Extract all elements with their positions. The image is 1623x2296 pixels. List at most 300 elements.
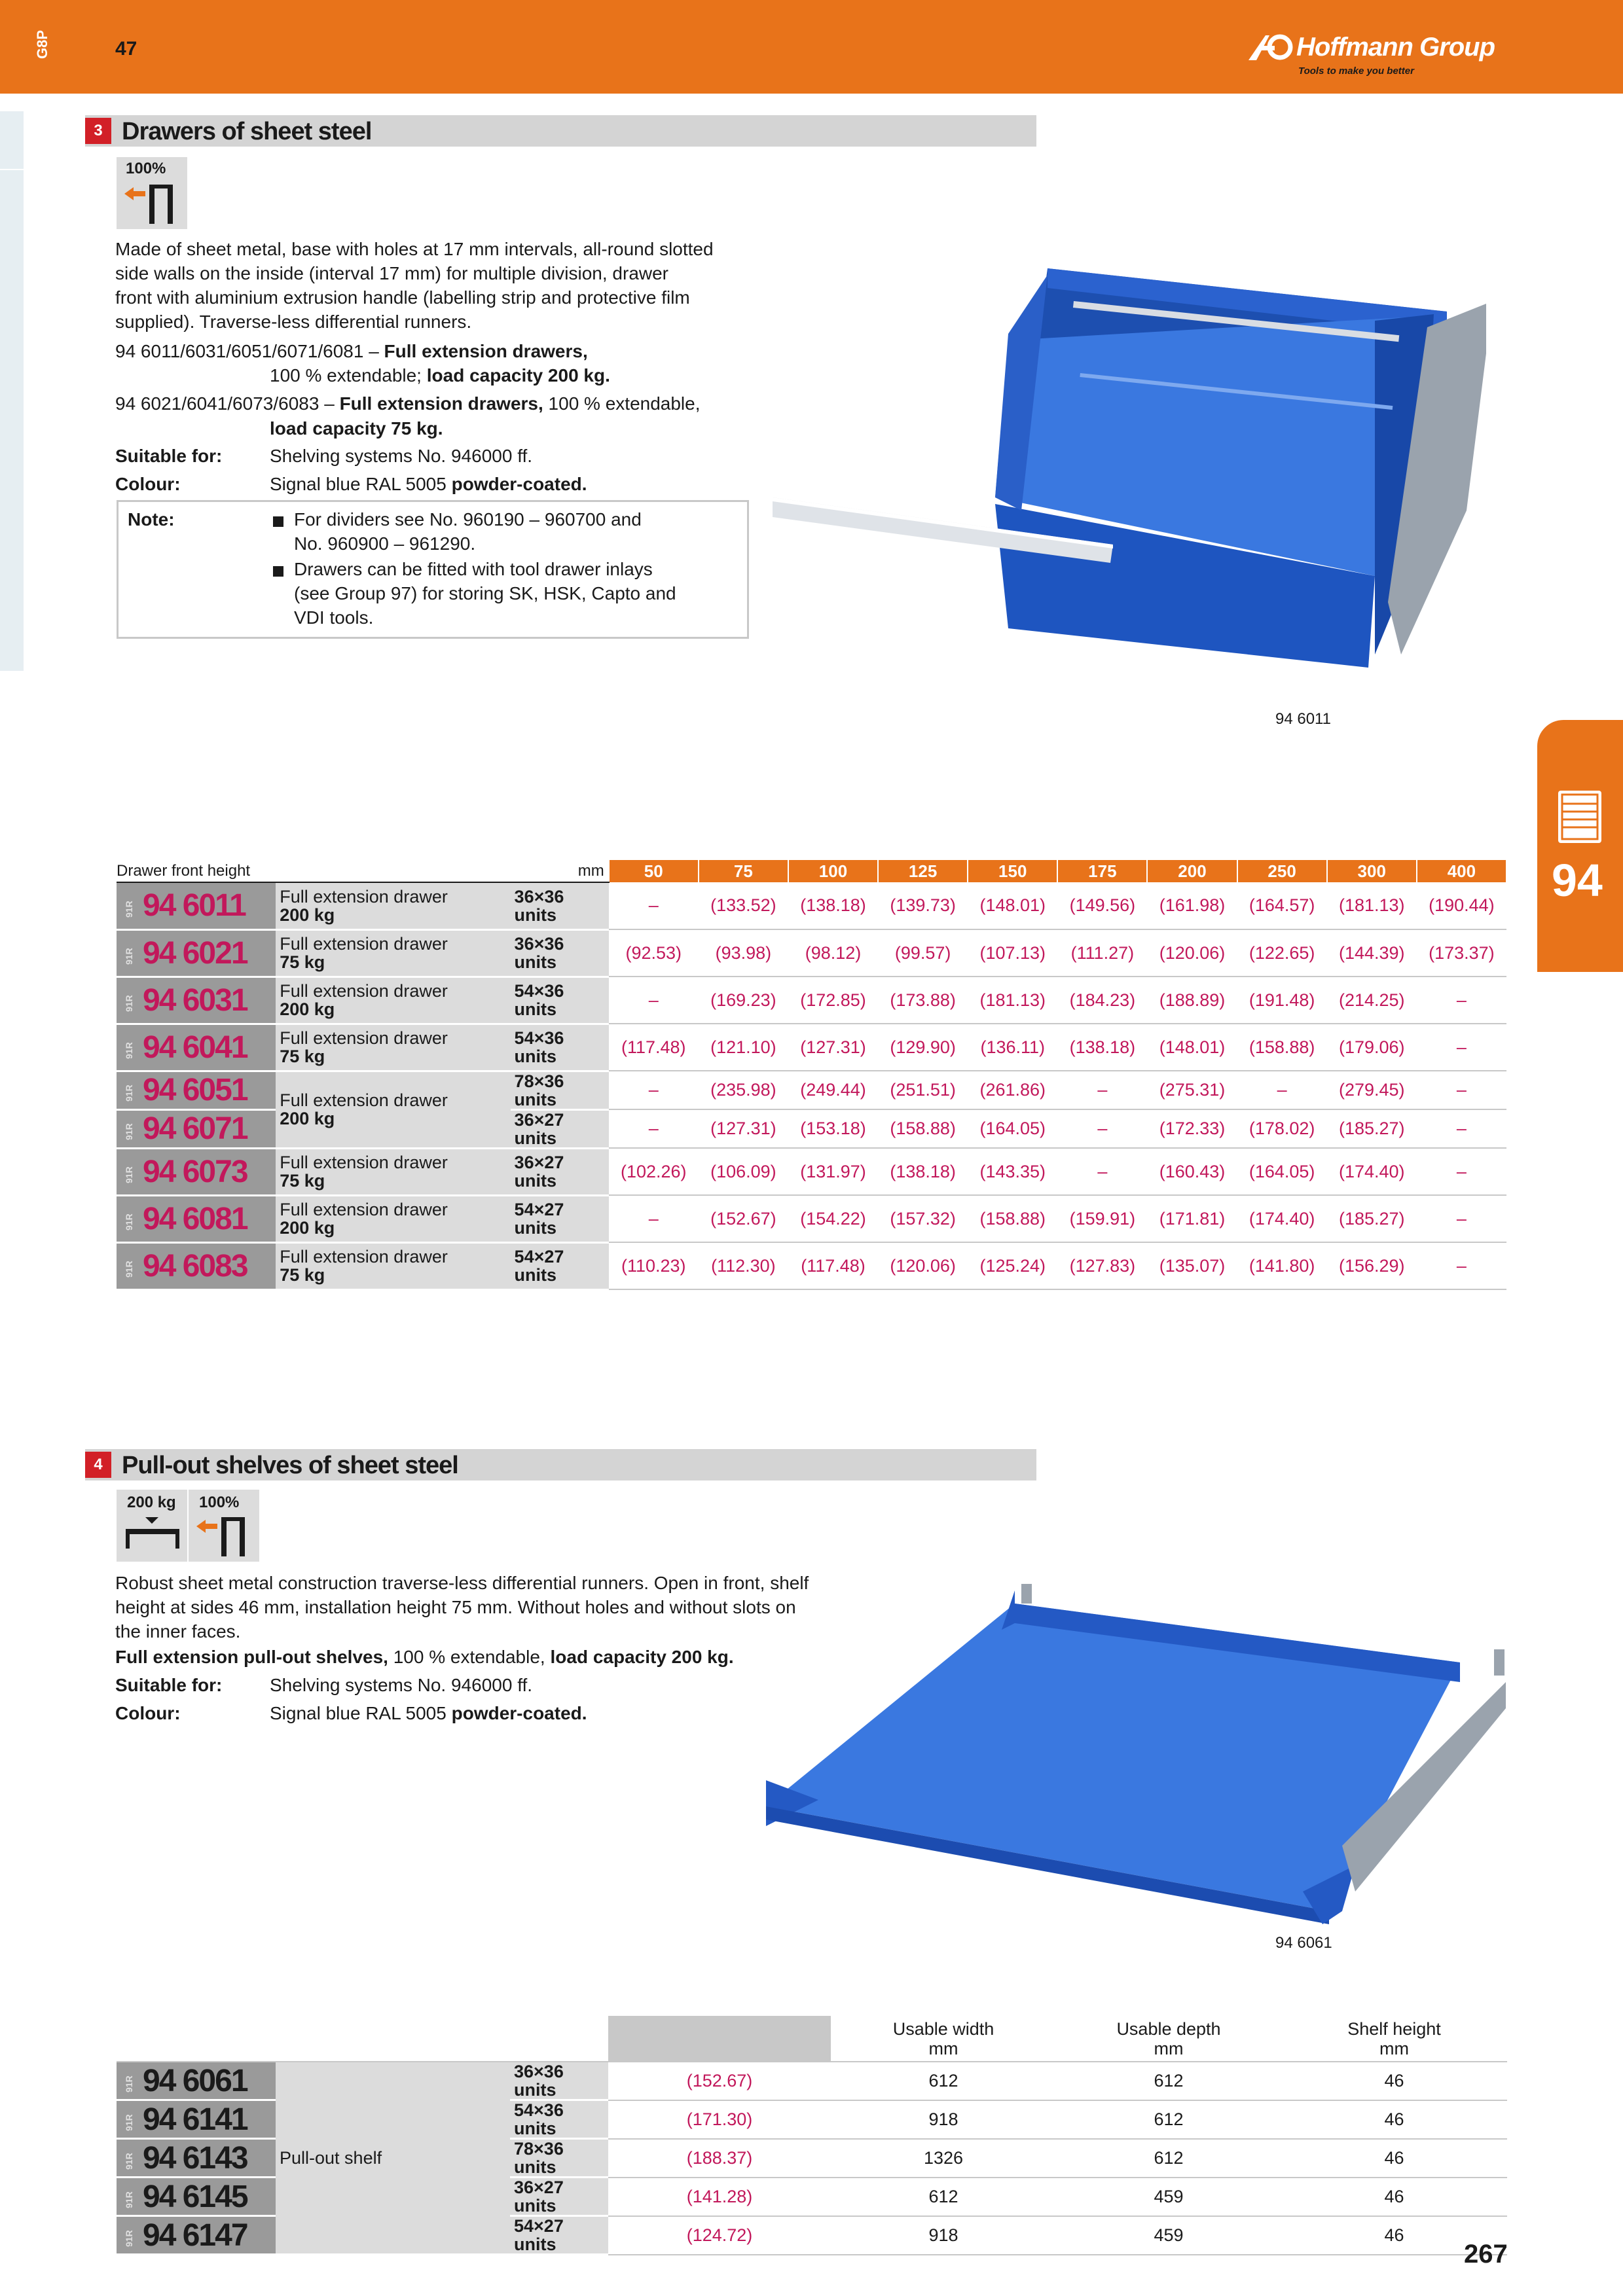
article-number: 94 6073 <box>143 1154 247 1189</box>
price-cell: (185.27) <box>1327 1109 1417 1148</box>
spec-1 <box>115 339 770 363</box>
price-cell: (261.86) <box>968 1071 1057 1109</box>
spec-2-codes: 94 6021/6041/6073/6083 – <box>115 393 335 414</box>
depth-header-label: Usable depth <box>1116 2018 1221 2039</box>
price-cell: (135.07) <box>1147 1242 1237 1289</box>
description-cell <box>276 929 510 977</box>
price-cell: (249.44) <box>788 1071 878 1109</box>
shelf-price-table <box>117 2016 1507 2255</box>
capacity: 200 kg <box>280 1218 335 1238</box>
hoffmann-logo-icon <box>1247 31 1293 63</box>
capacity: 75 kg <box>280 1047 325 1066</box>
price-cell: (159.91) <box>1057 1195 1147 1242</box>
spec-2-line-2 <box>270 416 793 440</box>
price-cell: (154.22) <box>788 1195 878 1242</box>
note-2 <box>294 557 746 630</box>
height-col: 100 <box>788 860 878 882</box>
price-cell: (235.98) <box>699 1071 788 1109</box>
width-cell: 918 <box>831 2100 1056 2139</box>
description-cell <box>276 1195 510 1242</box>
price-cell: (174.40) <box>1237 1195 1327 1242</box>
description: Pull-out shelf <box>280 2148 382 2168</box>
article-number-cell <box>117 1195 276 1242</box>
price-cell: – <box>609 977 699 1024</box>
height-col: 250 <box>1237 860 1327 882</box>
height-col: 175 <box>1057 860 1147 882</box>
price-cell: (138.18) <box>878 1148 968 1195</box>
note-1 <box>294 507 746 556</box>
group-code: 91R <box>124 1085 134 1102</box>
image-caption-shelf: 94 6061 <box>1275 1934 1332 1952</box>
price-cell: – <box>609 1195 699 1242</box>
price-cell: (125.24) <box>968 1242 1057 1289</box>
price-cell: – <box>609 1071 699 1109</box>
price-cell: (153.18) <box>788 1109 878 1148</box>
price-cell: (144.39) <box>1327 929 1417 977</box>
units-cell: 54×27 units <box>510 2216 608 2255</box>
colour-label-text: Colour: <box>115 1703 181 1723</box>
description-cell <box>276 1024 510 1071</box>
suitable-label <box>115 1673 222 1697</box>
units-cell: 36×36 units <box>511 882 609 929</box>
section-3-description <box>115 237 770 334</box>
width-cell: 612 <box>831 2062 1056 2100</box>
header-spacer <box>117 2016 608 2062</box>
price-cell: (251.51) <box>878 1071 968 1109</box>
spec-2-bold: Full extension drawers, <box>339 393 543 414</box>
article-number-cell <box>117 2216 276 2255</box>
price-cell: (131.97) <box>788 1148 878 1195</box>
price-cell: (148.01) <box>1147 1024 1237 1071</box>
units-cell: 36×36 units <box>511 929 609 977</box>
section-4-heading <box>85 1449 1036 1480</box>
table-row <box>117 1195 1506 1242</box>
extension-percent-label: 100% <box>199 1494 240 1511</box>
group-code: 91R <box>124 1042 134 1059</box>
units-cell: 36×27 units <box>510 2178 608 2216</box>
units-cell: 36×27 units <box>511 1109 609 1148</box>
table-header-row <box>117 860 1506 882</box>
width-cell: 918 <box>831 2216 1056 2255</box>
group-code: 91R <box>124 2230 134 2247</box>
capacity: 200 kg <box>280 1109 335 1128</box>
brand-name: Hoffmann Group <box>1296 33 1495 62</box>
article-number: 94 6147 <box>143 2217 247 2253</box>
spec-1-load: load capacity 200 kg. <box>426 365 610 386</box>
article-number-cell <box>117 2062 276 2100</box>
price-cell: (143.35) <box>968 1148 1057 1195</box>
shelf-table-body <box>117 2062 1507 2255</box>
load-label: 200 kg <box>127 1494 176 1511</box>
shelf-extension-icon <box>194 1513 253 1558</box>
colour-finish: powder-coated. <box>451 474 587 494</box>
depth-cell: 612 <box>1056 2139 1281 2178</box>
article-number: 94 6083 <box>143 1248 247 1283</box>
left-strip <box>0 111 24 671</box>
price-cell: (120.06) <box>1147 929 1237 977</box>
cabinet-icon <box>1558 791 1601 843</box>
bullet-icon <box>273 566 283 577</box>
colour-label-text: Colour: <box>115 474 181 494</box>
brand-logo <box>1247 29 1509 81</box>
note-line: VDI tools. <box>294 607 374 628</box>
spec-1-extend: 100 % extendable; <box>270 365 422 386</box>
chapter-tab <box>1537 720 1623 972</box>
price-cell: (139.73) <box>878 882 968 929</box>
table-row <box>117 929 1506 977</box>
price-cell: – <box>1417 1148 1506 1195</box>
article-number-cell <box>117 1024 276 1071</box>
group-code: 91R <box>124 2075 134 2092</box>
price-cell: (152.67) <box>699 1195 788 1242</box>
capacity: 75 kg <box>280 1171 325 1191</box>
table-row <box>117 882 1506 929</box>
group-code: 91R <box>124 995 134 1012</box>
price-header <box>608 2016 831 2062</box>
article-number-cell <box>117 929 276 977</box>
desc-line: Made of sheet metal, base with holes at 17 mm intervals, all-round slotted <box>115 239 714 259</box>
price-cell: (169.23) <box>699 977 788 1024</box>
price-cell: – <box>609 882 699 929</box>
top-bar <box>0 0 1623 94</box>
height-unit: mm <box>1379 2038 1409 2058</box>
height-cell: 46 <box>1281 2139 1507 2178</box>
price-cell: (188.89) <box>1147 977 1237 1024</box>
price-cell: (184.23) <box>1057 977 1147 1024</box>
description-cell <box>276 1148 510 1195</box>
drawer-product-image <box>773 262 1486 681</box>
description-cell <box>276 1242 510 1289</box>
price-cell: (158.88) <box>878 1109 968 1148</box>
article-number-cell <box>117 1071 276 1109</box>
units-cell: 54×36 units <box>511 1024 609 1071</box>
price-cell: (136.11) <box>968 1024 1057 1071</box>
load-capacity-icon-box <box>117 1490 187 1562</box>
height-col: 300 <box>1327 860 1417 882</box>
height-col: 200 <box>1147 860 1237 882</box>
height-header <box>1281 2016 1507 2062</box>
article-number: 94 6061 <box>143 2063 247 2098</box>
height-col: 50 <box>609 860 699 882</box>
width-header <box>831 2016 1056 2062</box>
depth-header <box>1056 2016 1281 2062</box>
suitable-value: Shelving systems No. 946000 ff. <box>270 1675 533 1695</box>
note-label <box>128 507 175 531</box>
desc-line: side walls on the inside (interval 17 mm) for multiple division, drawer <box>115 263 669 283</box>
group-code: 91R <box>124 1213 134 1230</box>
price-cell: (120.06) <box>878 1242 968 1289</box>
units-cell: 36×27 units <box>511 1148 609 1195</box>
desc-line: supplied). Traverse-less differential runners. <box>115 312 472 332</box>
page-top-number: 47 <box>115 38 137 60</box>
spec-1-line-2 <box>270 363 793 387</box>
article-number: 94 6145 <box>143 2179 247 2214</box>
price-cell: – <box>1237 1071 1327 1109</box>
section-number: 4 <box>85 1452 111 1478</box>
table-row <box>117 977 1506 1024</box>
price-cell: (138.18) <box>1057 1024 1147 1071</box>
spec-2-rest: 100 % extendable, <box>548 393 701 414</box>
price-cell: (129.90) <box>878 1024 968 1071</box>
group-code: 91R <box>124 1261 134 1278</box>
suitable-label-text: Suitable for: <box>115 1675 223 1695</box>
price-cell: (124.72) <box>608 2216 831 2255</box>
group-code: 91R <box>124 948 134 965</box>
height-col: 125 <box>878 860 968 882</box>
description: Full extension drawer <box>280 1247 448 1266</box>
table-row <box>117 1024 1506 1071</box>
height-cell: 46 <box>1281 2216 1507 2255</box>
price-cell: – <box>1417 1195 1506 1242</box>
desc-line: Robust sheet metal construction traverse-less differential runners. Open in front, shelf <box>115 1573 809 1593</box>
group-code: 91R <box>124 900 134 918</box>
article-number-cell <box>117 1109 276 1148</box>
group-code: 91R <box>124 2191 134 2208</box>
desc-line: the inner faces. <box>115 1621 241 1641</box>
depth-cell: 459 <box>1056 2216 1281 2255</box>
unit-label: mm <box>511 860 609 882</box>
width-cell: 1326 <box>831 2139 1056 2178</box>
article-number-cell <box>117 882 276 929</box>
price-cell: (185.27) <box>1327 1195 1417 1242</box>
suitable-label <box>115 444 222 468</box>
price-cell: (178.02) <box>1237 1109 1327 1148</box>
colour-value <box>270 472 587 496</box>
price-cell: (98.12) <box>788 929 878 977</box>
section-title: Pull-out shelves of sheet steel <box>122 1452 458 1479</box>
note-line: (see Group 97) for storing SK, HSK, Capto and <box>294 583 676 603</box>
article-number: 94 6051 <box>143 1073 247 1107</box>
price-cell: (148.01) <box>968 882 1057 929</box>
depth-unit: mm <box>1154 2038 1184 2058</box>
height-col: 400 <box>1417 860 1506 882</box>
capacity: 200 kg <box>280 905 335 925</box>
price-cell: – <box>1057 1109 1147 1148</box>
side-label: G8P <box>34 29 50 59</box>
capacity: 75 kg <box>280 1265 325 1285</box>
price-cell: (171.30) <box>608 2100 831 2139</box>
colour-value-text: Signal blue RAL 5005 <box>270 1703 447 1723</box>
price-cell: (279.45) <box>1327 1071 1417 1109</box>
width-cell: 612 <box>831 2178 1056 2216</box>
drawer-table-body <box>117 882 1506 1289</box>
spec-bold-b: load capacity 200 kg. <box>550 1647 734 1667</box>
page-number: 267 <box>1464 2240 1508 2269</box>
price-cell: (156.29) <box>1327 1242 1417 1289</box>
chapter-number: 94 <box>1552 855 1603 906</box>
spec-mid: 100 % extendable, <box>393 1647 545 1667</box>
desc-line: front with aluminium extrusion handle (labelling strip and protective film <box>115 287 690 308</box>
article-number: 94 6011 <box>143 888 246 924</box>
group-code: 91R <box>124 1123 134 1141</box>
height-col: 150 <box>968 860 1057 882</box>
height-cell: 46 <box>1281 2178 1507 2216</box>
brand-tagline: Tools to make you better <box>1298 65 1414 77</box>
price-cell: (122.65) <box>1237 929 1327 977</box>
units-cell: 78×36 units <box>510 2139 608 2178</box>
price-cell: (190.44) <box>1417 882 1506 929</box>
drawer-price-table <box>117 860 1507 1291</box>
table-header-row <box>117 2016 1507 2062</box>
description-cell <box>276 2062 510 2255</box>
full-extension-icon-box <box>189 1490 259 1562</box>
article-number: 94 6041 <box>143 1030 247 1065</box>
description: Full extension drawer <box>280 934 448 954</box>
price-cell: – <box>609 1109 699 1148</box>
article-number: 94 6143 <box>143 2140 247 2176</box>
height-col: 75 <box>699 860 788 882</box>
price-cell: (93.98) <box>699 929 788 977</box>
height-cell: 46 <box>1281 2062 1507 2100</box>
spec-1-codes: 94 6011/6031/6051/6071/6081 – <box>115 341 379 361</box>
price-cell: (110.23) <box>609 1242 699 1289</box>
price-cell: (157.32) <box>878 1195 968 1242</box>
price-cell: – <box>1057 1148 1147 1195</box>
description: Full extension drawer <box>280 1028 448 1048</box>
price-cell: (161.98) <box>1147 882 1237 929</box>
depth-cell: 612 <box>1056 2062 1281 2100</box>
article-number-cell <box>117 1242 276 1289</box>
article-number-cell <box>117 2100 276 2139</box>
article-number-cell <box>117 2139 276 2178</box>
description: Full extension drawer <box>280 1153 448 1172</box>
price-cell: (171.81) <box>1147 1195 1237 1242</box>
price-cell: (117.48) <box>788 1242 878 1289</box>
price-cell: – <box>1417 1024 1506 1071</box>
spec-2 <box>115 391 770 416</box>
price-cell: (164.05) <box>1237 1148 1327 1195</box>
article-number: 94 6081 <box>143 1201 247 1236</box>
price-cell: (158.88) <box>1237 1024 1327 1071</box>
colour-label <box>115 472 181 496</box>
section-number: 3 <box>85 118 111 144</box>
article-number-cell <box>117 977 276 1024</box>
description-cell <box>276 977 510 1024</box>
section-title: Drawers of sheet steel <box>122 118 372 145</box>
price-cell: (164.05) <box>968 1109 1057 1148</box>
price-cell: (111.27) <box>1057 929 1147 977</box>
spec-bold-a: Full extension pull-out shelves, <box>115 1647 388 1667</box>
price-cell: – <box>1417 1071 1506 1109</box>
article-number: 94 6141 <box>143 2102 247 2137</box>
bullet-icon <box>273 516 283 527</box>
extension-percent-label: 100% <box>126 160 166 177</box>
section-3-heading <box>85 115 1036 147</box>
units-cell: 54×36 units <box>510 2100 608 2139</box>
price-cell: (181.13) <box>1327 882 1417 929</box>
price-cell: (173.37) <box>1417 929 1506 977</box>
price-cell: (99.57) <box>878 929 968 977</box>
description-cell <box>276 1071 510 1148</box>
price-cell: (106.09) <box>699 1148 788 1195</box>
colour-value-text: Signal blue RAL 5005 <box>270 474 447 494</box>
price-cell: – <box>1057 1071 1147 1109</box>
price-cell: – <box>1417 977 1506 1024</box>
price-cell: (181.13) <box>968 977 1057 1024</box>
spec-1-bold: Full extension drawers, <box>384 341 588 361</box>
note-line: No. 960900 – 961290. <box>294 533 476 554</box>
units-cell: 36×36 units <box>510 2062 608 2100</box>
capacity: 75 kg <box>280 952 325 972</box>
price-cell: (92.53) <box>609 929 699 977</box>
article-number: 94 6071 <box>143 1111 247 1146</box>
article-number: 94 6031 <box>143 982 247 1018</box>
price-cell: (179.06) <box>1327 1024 1417 1071</box>
table-row <box>117 2062 1507 2100</box>
shelf-load-icon <box>122 1516 182 1555</box>
price-cell: (188.37) <box>608 2139 831 2178</box>
height-header-label: Shelf height <box>1347 2018 1441 2039</box>
units-cell: 54×27 units <box>511 1195 609 1242</box>
depth-cell: 612 <box>1056 2100 1281 2139</box>
group-code: 91R <box>124 1166 134 1183</box>
price-cell: (191.48) <box>1237 977 1327 1024</box>
units-cell: 78×36 units <box>511 1071 609 1109</box>
description: Full extension drawer <box>280 886 448 906</box>
price-cell: (160.43) <box>1147 1148 1237 1195</box>
drawer-extension-icon <box>122 181 181 225</box>
price-cell: (102.26) <box>609 1148 699 1195</box>
price-cell: (127.83) <box>1057 1242 1147 1289</box>
price-cell: (158.88) <box>968 1195 1057 1242</box>
full-extension-icon-box <box>117 157 187 229</box>
width-header-label: Usable width <box>892 2018 994 2039</box>
description: Full extension drawer <box>280 981 448 1001</box>
price-cell: (214.25) <box>1327 977 1417 1024</box>
row-label: Drawer front height <box>117 860 511 882</box>
depth-cell: 459 <box>1056 2178 1281 2216</box>
description: Full extension drawer <box>280 1090 448 1110</box>
price-cell: (127.31) <box>699 1109 788 1148</box>
price-cell: (141.80) <box>1237 1242 1327 1289</box>
price-cell: (172.33) <box>1147 1109 1237 1148</box>
price-cell: (133.52) <box>699 882 788 929</box>
group-code: 91R <box>124 2153 134 2170</box>
capacity: 200 kg <box>280 999 335 1019</box>
colour-label <box>115 1701 181 1725</box>
note-line: Drawers can be fitted with tool drawer inlays <box>294 559 653 579</box>
width-unit: mm <box>928 2038 958 2058</box>
desc-line: height at sides 46 mm, installation height 75 mm. Without holes and without slots on <box>115 1597 796 1617</box>
article-number-cell <box>117 1148 276 1195</box>
left-strip-divider <box>0 169 24 170</box>
units-cell: 54×27 units <box>511 1242 609 1289</box>
price-cell: (112.30) <box>699 1242 788 1289</box>
table-row <box>117 1242 1506 1289</box>
price-cell: (173.88) <box>878 977 968 1024</box>
table-row <box>117 1148 1506 1195</box>
price-cell: – <box>1417 1242 1506 1289</box>
note-label-text: Note: <box>128 509 175 529</box>
spec-2-load: load capacity 75 kg. <box>270 418 443 439</box>
height-cell: 46 <box>1281 2100 1507 2139</box>
table-row <box>117 1071 1506 1109</box>
price-cell: (149.56) <box>1057 882 1147 929</box>
price-cell: (107.13) <box>968 929 1057 977</box>
pull-out-shelf-product-image <box>766 1584 1506 1924</box>
price-cell: (174.40) <box>1327 1148 1417 1195</box>
colour-value <box>270 1701 587 1725</box>
price-cell: – <box>1417 1109 1506 1148</box>
price-cell: (164.57) <box>1237 882 1327 929</box>
description: Full extension drawer <box>280 1200 448 1219</box>
image-caption-drawer: 94 6011 <box>1275 710 1331 728</box>
price-cell: (275.31) <box>1147 1071 1237 1109</box>
suitable-value: Shelving systems No. 946000 ff. <box>270 446 533 466</box>
suitable-label-text: Suitable for: <box>115 446 223 466</box>
price-cell: (172.85) <box>788 977 878 1024</box>
note-box <box>117 500 749 639</box>
